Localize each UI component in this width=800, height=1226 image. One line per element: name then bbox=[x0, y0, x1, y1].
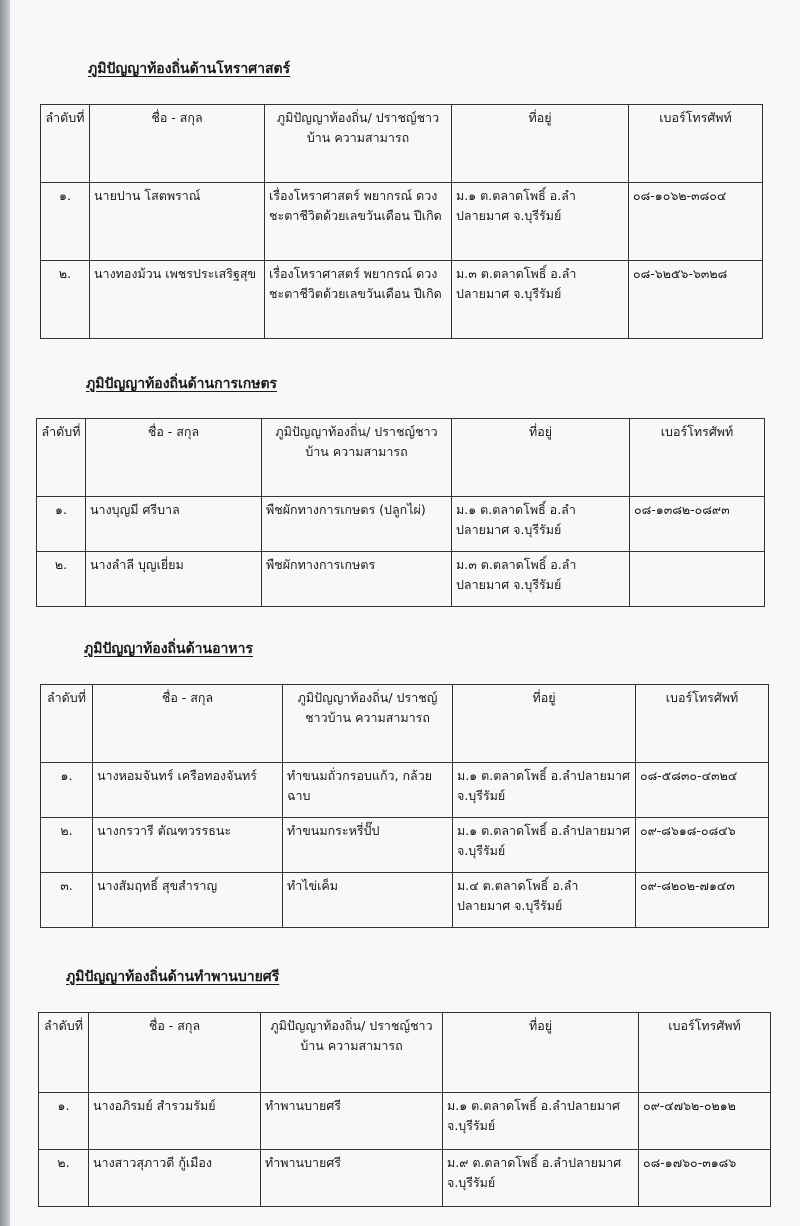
header-order: ลำดับที่ bbox=[39, 1013, 89, 1093]
row-name: นางบุญมี ศรีบาล bbox=[86, 497, 262, 552]
table-baisri bbox=[38, 1012, 771, 1207]
row-wisdom: พืชผักทางการเกษตร (ปลูกไผ่) bbox=[262, 497, 452, 552]
header-phone: เบอร์โทรศัพท์ bbox=[630, 419, 765, 497]
row-phone: ๐๘-๑๗๖๐-๓๑๘๖ bbox=[639, 1150, 771, 1207]
header-wisdom: ภูมิปัญญาท้องถิ่น/ ปราชญ์ชาวบ้าน ความสามารถ bbox=[261, 1013, 443, 1093]
table-row bbox=[41, 818, 769, 873]
header-address: ที่อยู่ bbox=[443, 1013, 639, 1093]
row-address: ม.๑ ต.ตลาดโพธิ์ อ.ลำปลายมาศ จ.บุรีรัมย์ bbox=[452, 183, 629, 261]
row-number: ๒. bbox=[41, 818, 93, 873]
page-edge-shadow bbox=[0, 0, 10, 1226]
header-phone: เบอร์โทรศัพท์ bbox=[636, 685, 769, 763]
row-phone: ๐๘-๑๐๖๒-๓๘๐๔ bbox=[629, 183, 763, 261]
header-name: ชื่อ - สกุล bbox=[89, 1013, 261, 1093]
row-number: ๑. bbox=[39, 1093, 89, 1150]
row-name: นางอภิรมย์ สำรวมรัมย์ bbox=[89, 1093, 261, 1150]
row-wisdom: ทำขนมกระหรี่ปั๊ป bbox=[283, 818, 453, 873]
row-name: นายปาน โสตพราณ์ bbox=[90, 183, 265, 261]
row-number: ๑. bbox=[37, 497, 86, 552]
table-header-row bbox=[39, 1013, 771, 1093]
row-phone: ๐๙-๘๒๐๒-๗๑๔๓ bbox=[636, 873, 769, 928]
row-phone: ๐๘-๑๓๘๒-๐๘๙๓ bbox=[630, 497, 765, 552]
row-phone: ๐๘-๕๘๓๐-๔๓๒๔ bbox=[636, 763, 769, 818]
header-phone: เบอร์โทรศัพท์ bbox=[629, 105, 763, 183]
table-row bbox=[37, 497, 765, 552]
table-row bbox=[41, 873, 769, 928]
row-name: นางสัมฤทธิ์ สุขสำราญ bbox=[93, 873, 283, 928]
row-wisdom: ทำพานบายศรี bbox=[261, 1150, 443, 1207]
header-wisdom: ภูมิปัญญาท้องถิ่น/ ปราชญ์ชาวบ้าน ความสามารถ bbox=[265, 105, 452, 183]
section-title-baisri: ภูมิปัญญาท้องถิ่นด้านทำพานบายศรี bbox=[66, 969, 280, 985]
header-address: ที่อยู่ bbox=[453, 685, 636, 763]
row-number: ๒. bbox=[39, 1150, 89, 1207]
row-name: นางสาวสุภาวดี กู้เมือง bbox=[89, 1150, 261, 1207]
row-wisdom: ทำไข่เค็ม bbox=[283, 873, 453, 928]
row-address: ม.๓ ต.ตลาดโพธิ์ อ.ลำปลายมาศ จ.บุรีรัมย์ bbox=[452, 261, 629, 339]
header-name: ชื่อ - สกุล bbox=[86, 419, 262, 497]
row-address: ม.๑ ต.ตลาดโพธิ์ อ.ลำปลายมาศ จ.บุรีรัมย์ bbox=[443, 1093, 639, 1150]
header-order: ลำดับที่ bbox=[41, 685, 93, 763]
row-wisdom: ทำขนมถั่วกรอบแก้ว, กล้วยฉาบ bbox=[283, 763, 453, 818]
row-wisdom: เรื่องโหราศาสตร์ พยากรณ์ ดวงชะตาชีวิตด้วยเลขวันเดือน ปีเกิด bbox=[265, 261, 452, 339]
row-name: นางกรวารี ตัณฑวรรธนะ bbox=[93, 818, 283, 873]
header-address: ที่อยู่ bbox=[452, 105, 629, 183]
header-phone: เบอร์โทรศัพท์ bbox=[639, 1013, 771, 1093]
table-agriculture bbox=[36, 418, 765, 607]
table-row bbox=[39, 1093, 771, 1150]
table-row bbox=[39, 1150, 771, 1207]
section-title-agriculture: ภูมิปัญญาท้องถิ่นด้านการเกษตร bbox=[86, 376, 278, 392]
table-row bbox=[41, 763, 769, 818]
row-wisdom: เรื่องโหราศาสตร์ พยากรณ์ ดวงชะตาชีวิตด้วยเลขวันเดือน ปีเกิด bbox=[265, 183, 452, 261]
row-number: ๒. bbox=[37, 552, 86, 607]
row-name: นางทองม้วน เพชรประเสริฐสุข bbox=[90, 261, 265, 339]
row-name: นางหอมจันทร์ เครือทองจันทร์ bbox=[93, 763, 283, 818]
table-row bbox=[41, 261, 763, 339]
header-order: ลำดับที่ bbox=[41, 105, 90, 183]
header-wisdom: ภูมิปัญญาท้องถิ่น/ ปราชญ์ชาวบ้าน ความสามารถ bbox=[283, 685, 453, 763]
row-address: ม.๑ ต.ตลาดโพธิ์ อ.ลำปลายมาศ จ.บุรีรัมย์ bbox=[452, 497, 630, 552]
table-row bbox=[41, 183, 763, 261]
row-number: ๑. bbox=[41, 763, 93, 818]
row-phone: ๐๘-๖๒๕๖-๖๓๒๘ bbox=[629, 261, 763, 339]
header-name: ชื่อ - สกุล bbox=[93, 685, 283, 763]
section-title-food: ภูมิปัญญาท้องถิ่นด้านอาหาร bbox=[84, 641, 253, 657]
table-header-row bbox=[37, 419, 765, 497]
row-address: ม.๑ ต.ตลาดโพธิ์ อ.ลำปลายมาศ จ.บุรีรัมย์ bbox=[453, 763, 636, 818]
row-address: ม.๑ ต.ตลาดโพธิ์ อ.ลำปลายมาศ จ.บุรีรัมย์ bbox=[453, 818, 636, 873]
row-number: ๑. bbox=[41, 183, 90, 261]
table-astrology bbox=[40, 104, 763, 339]
row-phone bbox=[630, 552, 765, 607]
header-name: ชื่อ - สกุล bbox=[90, 105, 265, 183]
section-title-astrology: ภูมิปัญญาท้องถิ่นด้านโหราศาสตร์ bbox=[88, 61, 291, 77]
row-wisdom: พืชผักทางการเกษตร bbox=[262, 552, 452, 607]
row-name: นางลำลี บุญเยี่ยม bbox=[86, 552, 262, 607]
header-order: ลำดับที่ bbox=[37, 419, 86, 497]
row-number: ๒. bbox=[41, 261, 90, 339]
row-address: ม.๓ ต.ตลาดโพธิ์ อ.ลำปลายมาศ จ.บุรีรัมย์ bbox=[452, 552, 630, 607]
table-row bbox=[37, 552, 765, 607]
table-food bbox=[40, 684, 769, 928]
table-header-row bbox=[41, 685, 769, 763]
row-address: ม.๔ ต.ตลาดโพธิ์ อ.ลำปลายมาศ จ.บุรีรัมย์ bbox=[453, 873, 636, 928]
row-phone: ๐๙-๘๖๑๘-๐๘๔๖ bbox=[636, 818, 769, 873]
row-address: ม.๙ ต.ตลาดโพธิ์ อ.ลำปลายมาศ จ.บุรีรัมย์ bbox=[443, 1150, 639, 1207]
row-number: ๓. bbox=[41, 873, 93, 928]
table-header-row bbox=[41, 105, 763, 183]
row-wisdom: ทำพานบายศรี bbox=[261, 1093, 443, 1150]
row-phone: ๐๙-๔๗๖๒-๐๒๑๒ bbox=[639, 1093, 771, 1150]
header-address: ที่อยู่ bbox=[452, 419, 630, 497]
header-wisdom: ภูมิปัญญาท้องถิ่น/ ปราชญ์ชาวบ้าน ความสามารถ bbox=[262, 419, 452, 497]
